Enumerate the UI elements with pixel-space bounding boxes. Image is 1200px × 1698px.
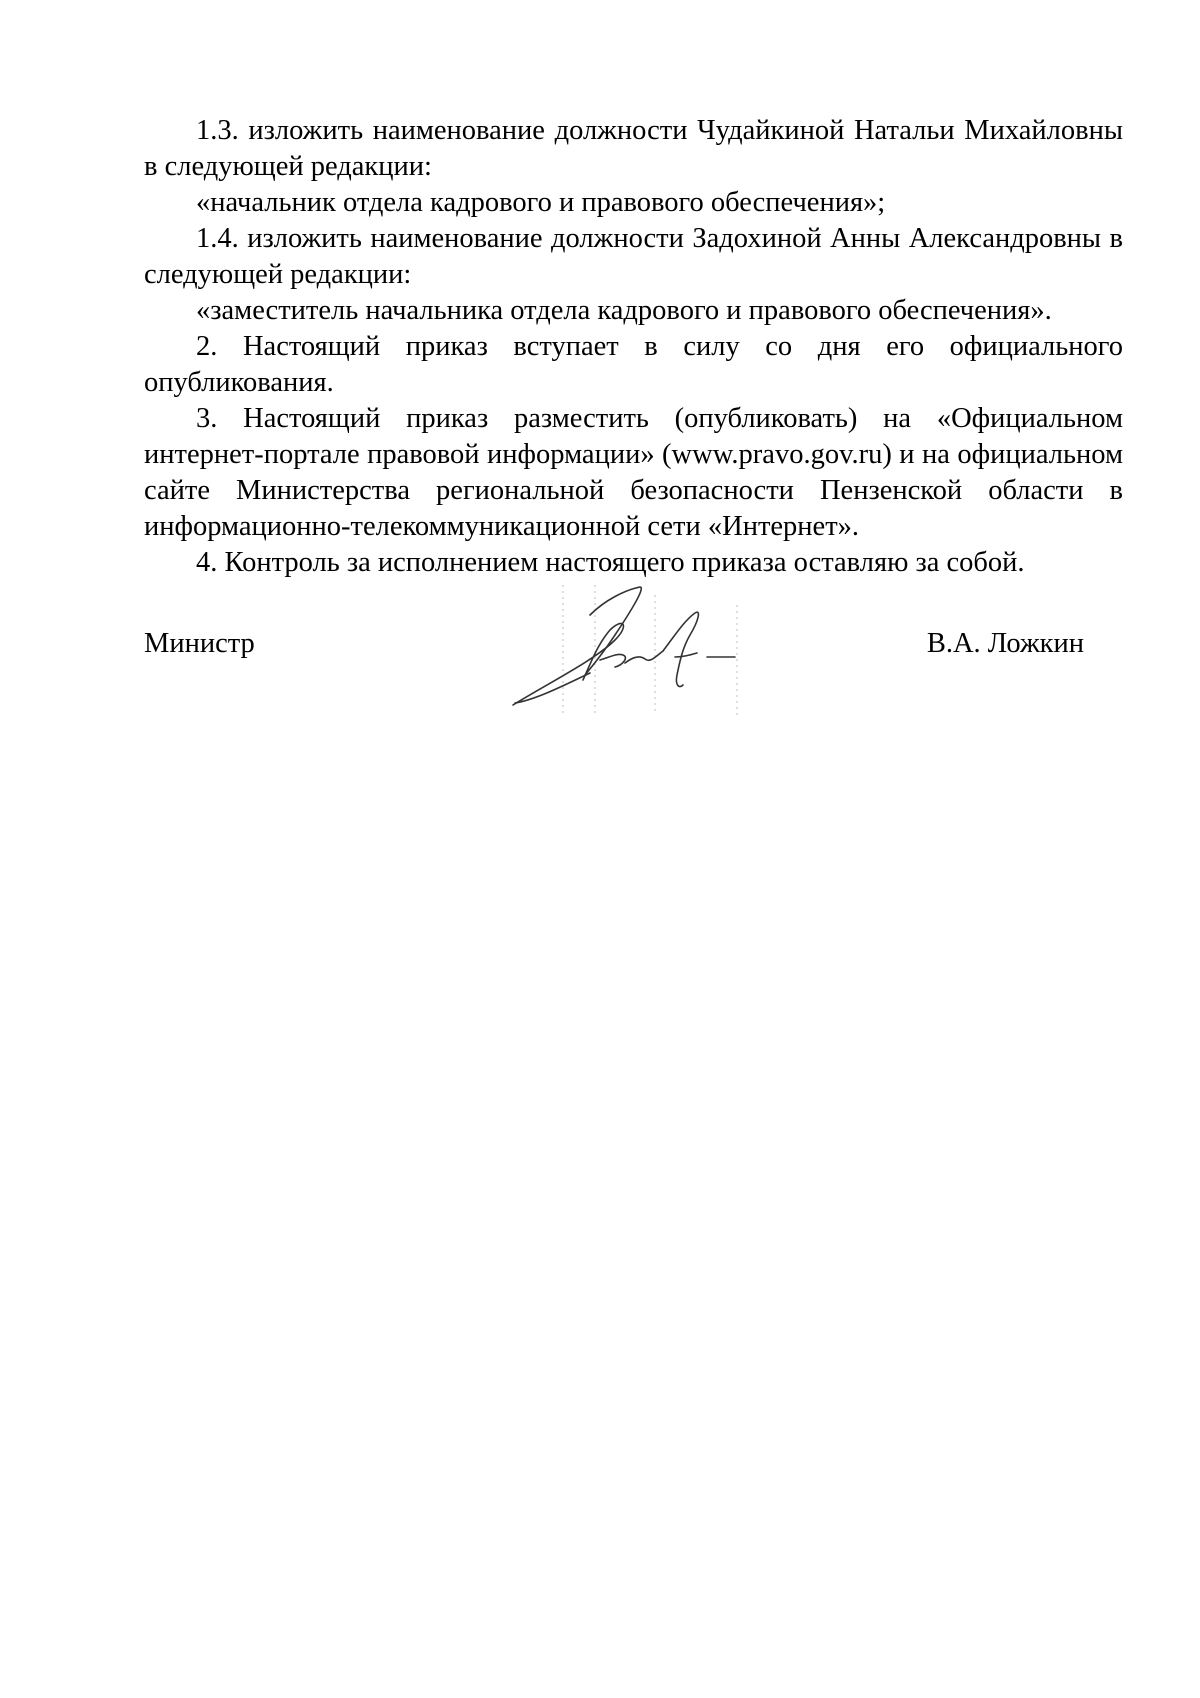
paragraph-3: 3. Настоящий приказ разместить (опубликовать) на «Официальном интернет-портале правовой информации» (www.pravo.gov.ru) и на официальном сайте Министерства региональной безопасности Пензенской области в информационно-телекоммуникационной сети «Интернет».: [144, 403, 1123, 542]
paragraph-1-4: 1.4. изложить наименование должности Задохиной Анны Александровны в следующей редакции:: [144, 223, 1123, 290]
paragraph-1-3-quote: «начальник отдела кадрового и правового обеспечения»;: [196, 187, 886, 218]
paragraph-1-4-quote: «заместитель начальника отдела кадрового и правового обеспечения».: [196, 295, 1052, 326]
signatory-title: Министр: [144, 628, 255, 659]
paragraph-4: 4. Контроль за исполнением настоящего приказа оставляю за собой.: [196, 547, 1025, 578]
signatory-name: В.А. Ложкин: [926, 628, 1084, 659]
handwritten-signature: [505, 585, 755, 715]
document-body: [144, 113, 1123, 581]
paragraph-2: 2. Настоящий приказ вступает в силу со дня его официального опубликования.: [144, 331, 1123, 398]
paragraph-1-3: 1.3. изложить наименование должности Чудайкиной Натальи Михайловны в следующей редакции:: [144, 115, 1123, 182]
